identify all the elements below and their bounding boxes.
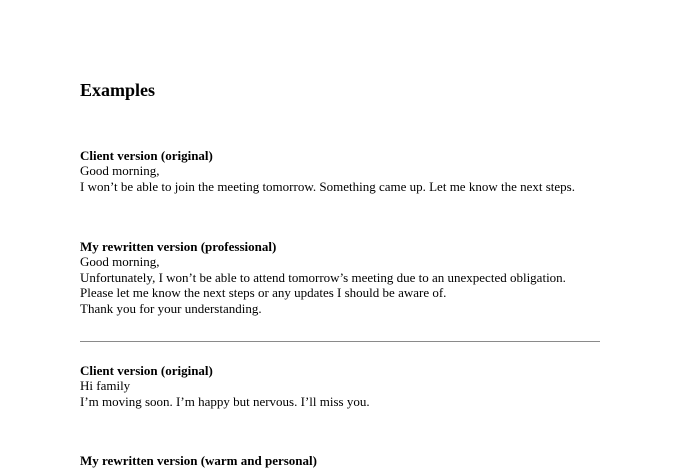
block-title: Client version (original)	[80, 148, 213, 163]
example-block-client-original-1	[80, 148, 575, 194]
block-line: Good morning,	[80, 254, 160, 270]
page-heading: Examples	[80, 80, 156, 100]
example-block-rewritten-professional	[80, 239, 566, 316]
block-line: I’m moving soon. I’m happy but nervous. I’ll miss you.	[80, 393, 370, 409]
block-line: Please let me know the next steps or any updates I should be aware of.	[80, 285, 447, 301]
section-divider	[80, 341, 600, 342]
example-block-client-original-2	[80, 363, 370, 409]
example-block-rewritten-cut-off	[80, 453, 317, 468]
block-title: My rewritten version (warm and personal)	[80, 453, 317, 468]
block-title: Client version (original)	[80, 363, 213, 378]
block-line: Good morning,	[80, 163, 160, 179]
block-line: Unfortunately, I won’t be able to attend tomorrow’s meeting due to an unexpected obligation.	[80, 269, 566, 285]
block-line: Hi family	[80, 378, 131, 394]
block-title: My rewritten version (professional)	[80, 239, 277, 254]
block-line: I won’t be able to join the meeting tomorrow. Something came up. Let me know the next steps.	[80, 178, 575, 194]
block-line: Thank you for your understanding.	[80, 300, 262, 316]
